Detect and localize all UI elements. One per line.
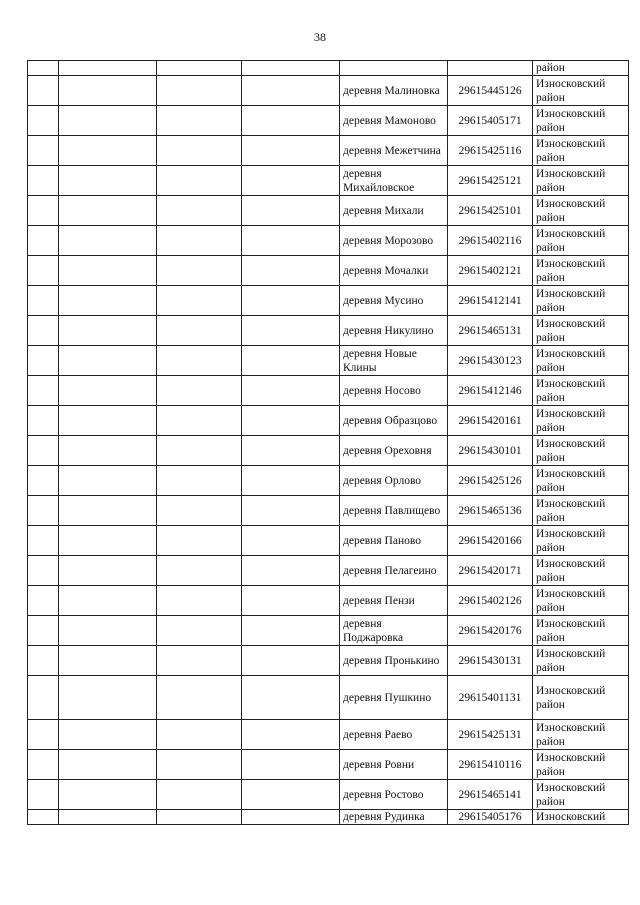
- settlement-name-cell: деревня Михали: [340, 196, 448, 226]
- settlement-name-cell: деревня Павлищево: [340, 496, 448, 526]
- empty-cell: [242, 61, 340, 76]
- index-cell: [28, 226, 59, 256]
- empty-cell: [59, 676, 157, 720]
- empty-cell: [59, 76, 157, 106]
- oktmo-code-cell: 29615425131: [448, 720, 533, 750]
- empty-cell: [157, 286, 242, 316]
- oktmo-code-cell: [448, 61, 533, 76]
- empty-cell: [157, 750, 242, 780]
- table-row: [28, 226, 629, 256]
- empty-cell: [157, 810, 242, 825]
- empty-cell: [157, 376, 242, 406]
- empty-cell: [157, 556, 242, 586]
- district-cell: Износковский район: [533, 496, 629, 526]
- index-cell: [28, 166, 59, 196]
- table-row: [28, 676, 629, 720]
- table-row: [28, 166, 629, 196]
- oktmo-code-cell: 29615425121: [448, 166, 533, 196]
- empty-cell: [242, 226, 340, 256]
- oktmo-code-cell: 29615405176: [448, 810, 533, 825]
- empty-cell: [59, 316, 157, 346]
- oktmo-code-cell: 29615430101: [448, 436, 533, 466]
- table-row: [28, 496, 629, 526]
- empty-cell: [242, 76, 340, 106]
- index-cell: [28, 466, 59, 496]
- district-cell: Износковский район: [533, 376, 629, 406]
- settlement-name-cell: деревня Михайловское: [340, 166, 448, 196]
- empty-cell: [157, 586, 242, 616]
- empty-cell: [157, 646, 242, 676]
- settlement-name-cell: деревня Малиновка: [340, 76, 448, 106]
- oktmo-code-cell: 29615465131: [448, 316, 533, 346]
- oktmo-code-cell: 29615420161: [448, 406, 533, 436]
- empty-cell: [157, 226, 242, 256]
- empty-cell: [242, 780, 340, 810]
- district-cell: Износковский район: [533, 106, 629, 136]
- oktmo-code-cell: 29615425116: [448, 136, 533, 166]
- settlement-name-cell: деревня Поджаровка: [340, 616, 448, 646]
- settlement-name-cell: деревня Ореховня: [340, 436, 448, 466]
- empty-cell: [157, 496, 242, 526]
- index-cell: [28, 436, 59, 466]
- empty-cell: [157, 676, 242, 720]
- index-cell: [28, 286, 59, 316]
- empty-cell: [242, 556, 340, 586]
- district-cell: Износковский район: [533, 720, 629, 750]
- oktmo-code-cell: 29615465136: [448, 496, 533, 526]
- district-cell: Износковский: [533, 810, 629, 825]
- oktmo-code-cell: 29615402116: [448, 226, 533, 256]
- index-cell: [28, 256, 59, 286]
- empty-cell: [59, 346, 157, 376]
- empty-cell: [157, 720, 242, 750]
- empty-cell: [242, 586, 340, 616]
- oktmo-code-cell: 29615445126: [448, 76, 533, 106]
- table-row: [28, 586, 629, 616]
- empty-cell: [59, 720, 157, 750]
- table-row: [28, 780, 629, 810]
- empty-cell: [157, 466, 242, 496]
- empty-cell: [242, 406, 340, 436]
- index-cell: [28, 76, 59, 106]
- empty-cell: [242, 496, 340, 526]
- empty-cell: [157, 616, 242, 646]
- table-row: [28, 316, 629, 346]
- index-cell: [28, 196, 59, 226]
- empty-cell: [157, 526, 242, 556]
- empty-cell: [59, 526, 157, 556]
- settlement-name-cell: деревня Раево: [340, 720, 448, 750]
- index-cell: [28, 106, 59, 136]
- empty-cell: [157, 346, 242, 376]
- oktmo-code-cell: 29615420176: [448, 616, 533, 646]
- index-cell: [28, 720, 59, 750]
- empty-cell: [242, 646, 340, 676]
- table-row: [28, 61, 629, 76]
- district-cell: Износковский район: [533, 676, 629, 720]
- oktmo-code-cell: 29615402126: [448, 586, 533, 616]
- empty-cell: [59, 750, 157, 780]
- district-cell: Износковский район: [533, 646, 629, 676]
- index-cell: [28, 780, 59, 810]
- index-cell: [28, 616, 59, 646]
- district-cell: Износковский район: [533, 76, 629, 106]
- district-cell: Износковский район: [533, 406, 629, 436]
- empty-cell: [59, 466, 157, 496]
- empty-cell: [157, 136, 242, 166]
- table-row: [28, 406, 629, 436]
- oktmo-code-cell: 29615401131: [448, 676, 533, 720]
- oktmo-code-cell: 29615425126: [448, 466, 533, 496]
- index-cell: [28, 376, 59, 406]
- district-cell: Износковский район: [533, 316, 629, 346]
- empty-cell: [242, 676, 340, 720]
- empty-cell: [59, 616, 157, 646]
- empty-cell: [242, 750, 340, 780]
- oktmo-code-cell: 29615420171: [448, 556, 533, 586]
- settlement-name-cell: деревня Пелагеино: [340, 556, 448, 586]
- settlement-name-cell: деревня Мусино: [340, 286, 448, 316]
- empty-cell: [242, 466, 340, 496]
- district-cell: Износковский район: [533, 526, 629, 556]
- empty-cell: [242, 286, 340, 316]
- empty-cell: [157, 61, 242, 76]
- empty-cell: [157, 196, 242, 226]
- empty-cell: [242, 316, 340, 346]
- empty-cell: [59, 780, 157, 810]
- empty-cell: [242, 106, 340, 136]
- empty-cell: [242, 720, 340, 750]
- empty-cell: [242, 136, 340, 166]
- settlement-name-cell: деревня Паново: [340, 526, 448, 556]
- table-row: [28, 466, 629, 496]
- settlement-name-cell: деревня Морозово: [340, 226, 448, 256]
- empty-cell: [157, 780, 242, 810]
- oktmo-code-cell: 29615412146: [448, 376, 533, 406]
- oktmo-code-cell: 29615420166: [448, 526, 533, 556]
- district-cell: район: [533, 61, 629, 76]
- settlement-name-cell: деревня Пензи: [340, 586, 448, 616]
- empty-cell: [59, 496, 157, 526]
- settlements-table: [27, 60, 629, 825]
- index-cell: [28, 496, 59, 526]
- oktmo-code-cell: 29615410116: [448, 750, 533, 780]
- table-row: [28, 526, 629, 556]
- empty-cell: [242, 256, 340, 286]
- empty-cell: [157, 316, 242, 346]
- table-row: [28, 646, 629, 676]
- district-cell: Износковский район: [533, 750, 629, 780]
- empty-cell: [59, 556, 157, 586]
- table-row: [28, 810, 629, 825]
- empty-cell: [59, 226, 157, 256]
- empty-cell: [157, 436, 242, 466]
- index-cell: [28, 61, 59, 76]
- table-row: [28, 556, 629, 586]
- district-cell: Износковский район: [533, 586, 629, 616]
- settlement-name-cell: деревня Пушкино: [340, 676, 448, 720]
- district-cell: Износковский район: [533, 436, 629, 466]
- settlement-name-cell: деревня Орлово: [340, 466, 448, 496]
- district-cell: Износковский район: [533, 780, 629, 810]
- oktmo-code-cell: 29615405171: [448, 106, 533, 136]
- index-cell: [28, 556, 59, 586]
- empty-cell: [59, 286, 157, 316]
- settlement-name-cell: деревня Новые Клины: [340, 346, 448, 376]
- empty-cell: [59, 136, 157, 166]
- table-row: [28, 616, 629, 646]
- index-cell: [28, 676, 59, 720]
- settlement-name-cell: деревня Образцово: [340, 406, 448, 436]
- empty-cell: [242, 376, 340, 406]
- settlement-name-cell: деревня Носово: [340, 376, 448, 406]
- index-cell: [28, 646, 59, 676]
- district-cell: Износковский район: [533, 466, 629, 496]
- oktmo-code-cell: 29615425101: [448, 196, 533, 226]
- empty-cell: [157, 106, 242, 136]
- empty-cell: [157, 76, 242, 106]
- index-cell: [28, 316, 59, 346]
- empty-cell: [59, 106, 157, 136]
- empty-cell: [242, 166, 340, 196]
- district-cell: Износковский район: [533, 226, 629, 256]
- empty-cell: [242, 196, 340, 226]
- empty-cell: [59, 61, 157, 76]
- settlement-name-cell: деревня Никулино: [340, 316, 448, 346]
- oktmo-code-cell: 29615402121: [448, 256, 533, 286]
- table-row: [28, 720, 629, 750]
- settlement-name-cell: деревня Мочалки: [340, 256, 448, 286]
- table-row: [28, 286, 629, 316]
- empty-cell: [242, 810, 340, 825]
- table-body: [28, 61, 629, 825]
- oktmo-code-cell: 29615430131: [448, 646, 533, 676]
- index-cell: [28, 750, 59, 780]
- settlement-name-cell: деревня Ростово: [340, 780, 448, 810]
- index-cell: [28, 586, 59, 616]
- district-cell: Износковский район: [533, 286, 629, 316]
- empty-cell: [59, 166, 157, 196]
- empty-cell: [242, 436, 340, 466]
- district-cell: Износковский район: [533, 616, 629, 646]
- table-row: [28, 76, 629, 106]
- table-row: [28, 376, 629, 406]
- settlement-name-cell: [340, 61, 448, 76]
- index-cell: [28, 136, 59, 166]
- empty-cell: [242, 616, 340, 646]
- empty-cell: [157, 166, 242, 196]
- empty-cell: [157, 406, 242, 436]
- table-row: [28, 436, 629, 466]
- empty-cell: [59, 256, 157, 286]
- table-row: [28, 136, 629, 166]
- settlement-name-cell: деревня Ровни: [340, 750, 448, 780]
- index-cell: [28, 346, 59, 376]
- district-cell: Износковский район: [533, 196, 629, 226]
- oktmo-code-cell: 29615465141: [448, 780, 533, 810]
- table-row: [28, 750, 629, 780]
- empty-cell: [59, 196, 157, 226]
- settlement-name-cell: деревня Пронькино: [340, 646, 448, 676]
- empty-cell: [59, 406, 157, 436]
- district-cell: Износковский район: [533, 256, 629, 286]
- district-cell: Износковский район: [533, 136, 629, 166]
- empty-cell: [59, 376, 157, 406]
- empty-cell: [157, 256, 242, 286]
- empty-cell: [59, 436, 157, 466]
- empty-cell: [59, 810, 157, 825]
- table-row: [28, 346, 629, 376]
- settlement-name-cell: деревня Рудинка: [340, 810, 448, 825]
- empty-cell: [59, 586, 157, 616]
- empty-cell: [242, 346, 340, 376]
- index-cell: [28, 406, 59, 436]
- table-row: [28, 106, 629, 136]
- empty-cell: [242, 526, 340, 556]
- settlement-name-cell: деревня Межетчина: [340, 136, 448, 166]
- district-cell: Износковский район: [533, 556, 629, 586]
- table-row: [28, 196, 629, 226]
- oktmo-code-cell: 29615430123: [448, 346, 533, 376]
- index-cell: [28, 810, 59, 825]
- settlement-name-cell: деревня Мамоново: [340, 106, 448, 136]
- empty-cell: [59, 646, 157, 676]
- table-row: [28, 256, 629, 286]
- district-cell: Износковский район: [533, 346, 629, 376]
- district-cell: Износковский район: [533, 166, 629, 196]
- index-cell: [28, 526, 59, 556]
- oktmo-code-cell: 29615412141: [448, 286, 533, 316]
- page-number: 38: [314, 30, 326, 44]
